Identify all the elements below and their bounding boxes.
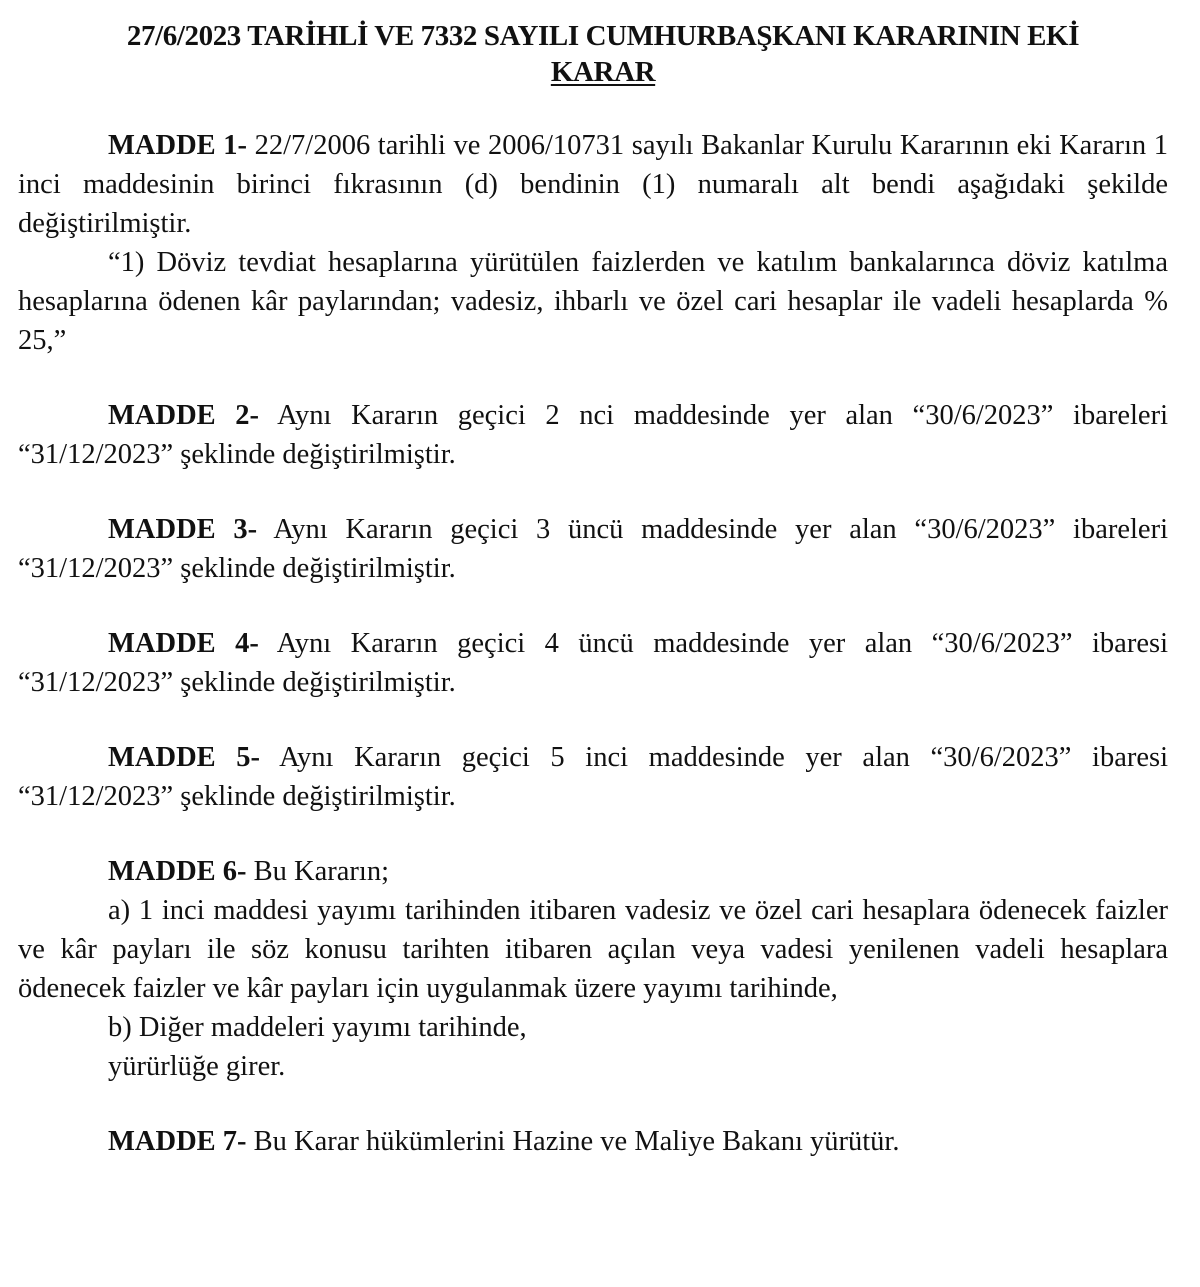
article-5 [18,738,1168,816]
article-3 [18,510,1168,588]
article-6-text: Bu Kararın; [246,856,389,887]
title-line-1: 27/6/2023 TARİHLİ VE 7332 SAYILI CUMHURBAŞKANI KARARININ EKİ [126,20,1080,52]
article-1-label: MADDE 1- [108,130,247,161]
article-5-label: MADDE 5- [108,742,261,773]
article-2-body [18,396,1168,474]
article-1 [18,126,1168,360]
article-7-label: MADDE 7- [108,1126,247,1157]
title-line-2: KARAR [550,56,656,88]
article-2-label: MADDE 2- [108,400,260,431]
document-title [18,18,1168,90]
article-4-body [18,624,1168,702]
article-4 [18,624,1168,702]
article-7-text: Bu Karar hükümlerini Hazine ve Maliye Bakanı yürütür. [246,1126,900,1157]
article-1-quote: “1) Döviz tevdiat hesaplarına yürütülen faizlerden ve katılım bankalarınca döviz katılma hesaplarına ödenen kâr paylarından; vadesiz, ihbarlı ve özel cari hesaplar ile vadeli hesaplarda % 25,” [18,247,1168,356]
article-5-text: Aynı Kararın geçici 5 inci maddesinde yer alan “30/6/2023” ibaresi “31/12/2023” şeklinde değiştirilmiştir. [18,742,1168,812]
article-6 [18,852,1168,1086]
article-7 [18,1122,1168,1161]
article-3-label: MADDE 3- [108,514,258,545]
article-7-body [18,1122,1168,1161]
article-3-body [18,510,1168,588]
article-4-text: Aynı Kararın geçici 4 üncü maddesinde yer alan “30/6/2023” ibaresi “31/12/2023” şeklinde değiştirilmiştir. [18,628,1168,698]
article-6-body [18,852,1168,891]
article-2 [18,396,1168,474]
article-6-closing: yürürlüğe girer. [108,1051,286,1082]
article-6-item-a: a) 1 inci maddesi yayımı tarihinden itibaren vadesiz ve özel cari hesaplara ödenecek faizler ve kâr payları ile söz konusu tarihten itibaren açılan veya vadesi yenilenen vadeli hesaplara ödenecek faizler ve kâr payları için uygulanmak üzere yayımı tarihinde, [18,895,1168,1004]
article-5-body [18,738,1168,816]
article-2-text: Aynı Kararın geçici 2 nci maddesinde yer alan “30/6/2023” ibareleri “31/12/2023” şeklinde değiştirilmiştir. [18,400,1168,470]
article-1-body [18,126,1168,243]
article-3-text: Aynı Kararın geçici 3 üncü maddesinde yer alan “30/6/2023” ibareleri “31/12/2023” şeklinde değiştirilmiştir. [18,514,1168,584]
article-6-label: MADDE 6- [108,856,247,887]
article-4-label: MADDE 4- [108,628,259,659]
article-1-text: 22/7/2006 tarihli ve 2006/10731 sayılı Bakanlar Kurulu Kararının eki Kararın 1 inci maddesinin birinci fıkrasının (d) bendinin (1) numaralı alt bendi aşağıdaki şekilde değiştirilmiştir. [18,130,1168,239]
article-6-item-b: b) Diğer maddeleri yayımı tarihinde, [108,1012,527,1043]
